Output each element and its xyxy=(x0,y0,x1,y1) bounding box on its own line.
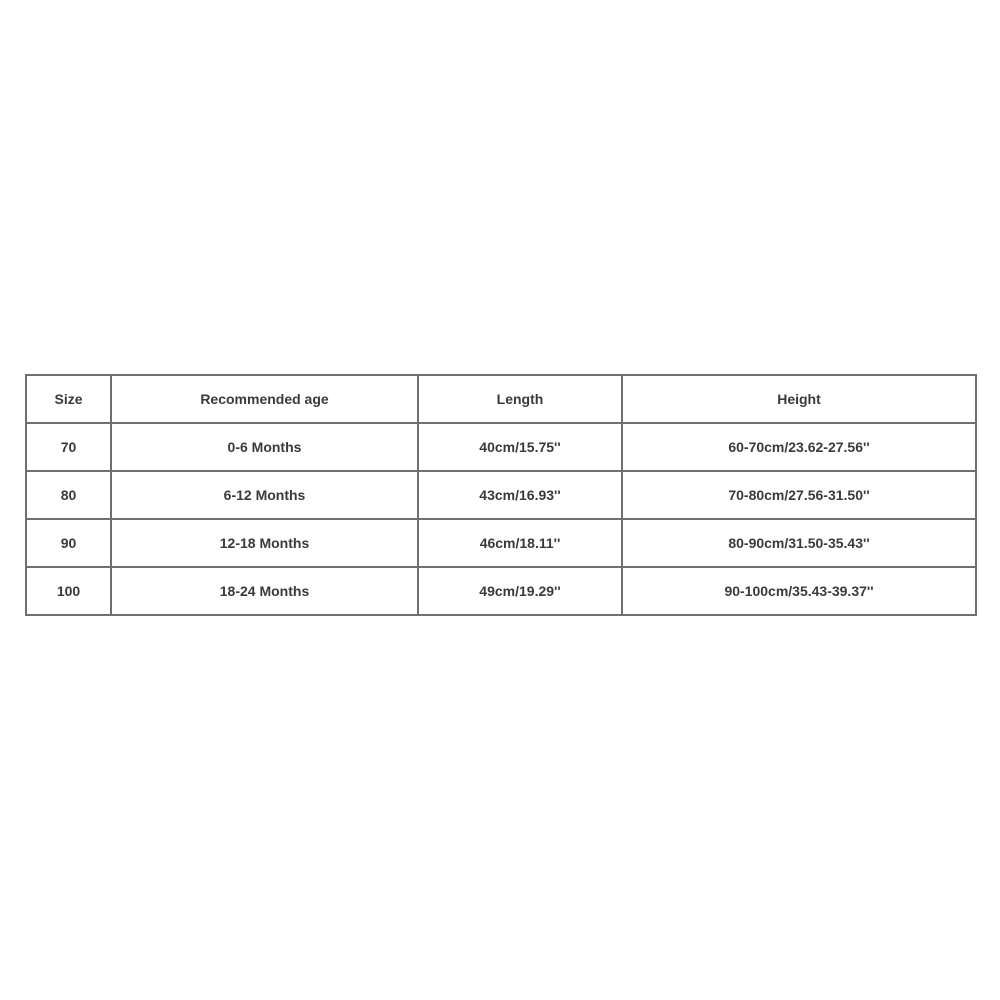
cell-recommended-age: 12-18 Months xyxy=(111,519,418,567)
cell-height: 60-70cm/23.62-27.56'' xyxy=(622,423,976,471)
table-row xyxy=(26,471,976,519)
table-row xyxy=(26,423,976,471)
cell-length: 46cm/18.11'' xyxy=(418,519,622,567)
cell-size: 90 xyxy=(26,519,111,567)
cell-height: 90-100cm/35.43-39.37'' xyxy=(622,567,976,615)
cell-recommended-age: 6-12 Months xyxy=(111,471,418,519)
cell-length: 43cm/16.93'' xyxy=(418,471,622,519)
cell-length: 49cm/19.29'' xyxy=(418,567,622,615)
cell-size: 100 xyxy=(26,567,111,615)
cell-height: 70-80cm/27.56-31.50'' xyxy=(622,471,976,519)
cell-recommended-age: 0-6 Months xyxy=(111,423,418,471)
cell-size: 70 xyxy=(26,423,111,471)
header-recommended-age: Recommended age xyxy=(111,375,418,423)
cell-height: 80-90cm/31.50-35.43'' xyxy=(622,519,976,567)
header-length: Length xyxy=(418,375,622,423)
cell-length: 40cm/15.75'' xyxy=(418,423,622,471)
header-height: Height xyxy=(622,375,976,423)
size-chart-table xyxy=(25,374,977,616)
cell-size: 80 xyxy=(26,471,111,519)
cell-recommended-age: 18-24 Months xyxy=(111,567,418,615)
header-row xyxy=(26,375,976,423)
table-row xyxy=(26,567,976,615)
table-row xyxy=(26,519,976,567)
header-size: Size xyxy=(26,375,111,423)
